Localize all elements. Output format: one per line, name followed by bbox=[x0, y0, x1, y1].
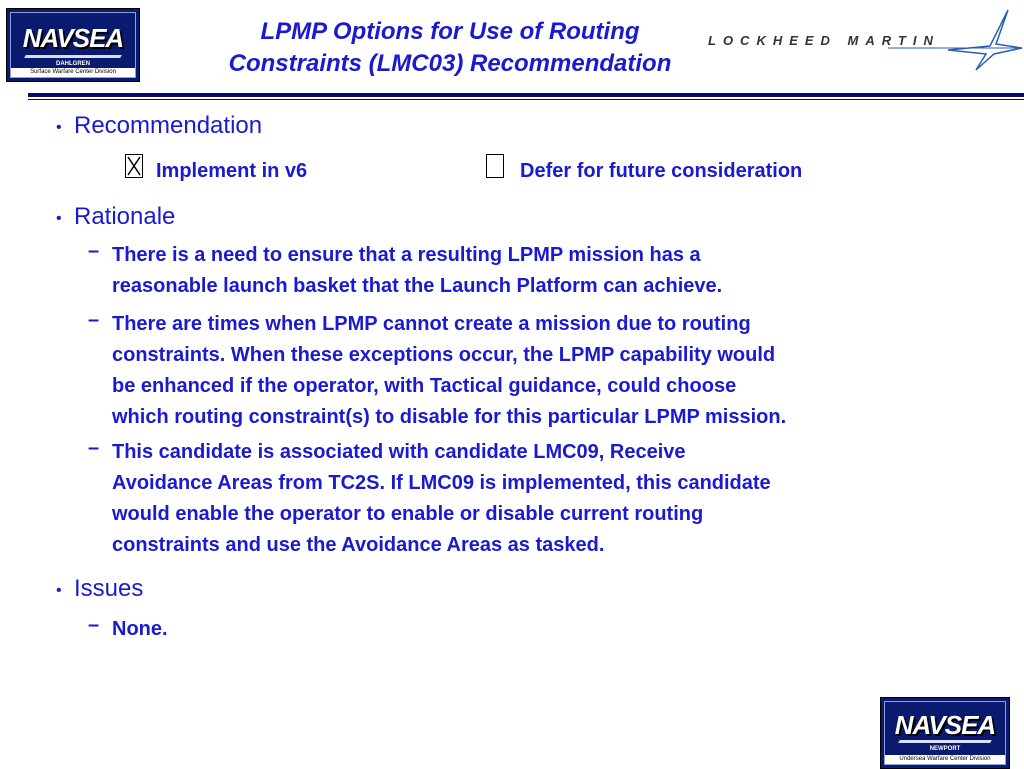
header-rule-thin bbox=[28, 99, 1024, 100]
logo-swoosh bbox=[898, 740, 992, 743]
header-rule-thick bbox=[28, 93, 1024, 97]
dash-bullet: – bbox=[88, 309, 100, 331]
implement-checkbox[interactable] bbox=[125, 154, 143, 178]
rationale-item-3-line: This candidate is associated with candidate LMC09, Receive bbox=[112, 441, 686, 463]
rationale-item-3-line: constraints and use the Avoidance Areas as tasked. bbox=[112, 534, 605, 556]
lockheed-star-icon bbox=[708, 8, 1024, 72]
slide-title-line-2: Constraints (LMC03) Recommendation bbox=[228, 50, 672, 77]
rationale-item-2 bbox=[112, 309, 1002, 433]
logo-division: Surface Warfare Center Division bbox=[11, 68, 135, 77]
defer-checkbox[interactable] bbox=[486, 154, 504, 178]
bullet-dot-recommendation: • bbox=[56, 119, 62, 136]
logo-division: Undersea Warfare Center Division bbox=[885, 755, 1005, 764]
lockheed-martin-logo bbox=[708, 8, 1024, 72]
logo-swoosh bbox=[24, 55, 122, 58]
rationale-item-2-line: There are times when LPMP cannot create a mission due to routing bbox=[112, 313, 751, 335]
issues-heading: Issues bbox=[74, 575, 144, 602]
dash-bullet: – bbox=[88, 437, 100, 459]
rationale-item-1-line: There is a need to ensure that a resulting LPMP mission has a bbox=[112, 244, 701, 266]
rationale-item-2-line: which routing constraint(s) to disable for this particular LPMP mission. bbox=[112, 406, 787, 428]
defer-option-label: Defer for future consideration bbox=[520, 160, 803, 182]
rationale-item-3-line: Avoidance Areas from TC2S. If LMC09 is implemented, this candidate bbox=[112, 472, 771, 494]
dash-bullet: – bbox=[88, 614, 100, 636]
rationale-heading: Rationale bbox=[74, 203, 176, 230]
rationale-item-2-line: constraints. When these exceptions occur, the LPMP capability would bbox=[112, 344, 776, 366]
dash-bullet: – bbox=[88, 240, 100, 262]
rationale-item-1 bbox=[112, 240, 1002, 302]
bullet-dot-issues: • bbox=[56, 582, 62, 599]
navsea-newport-logo bbox=[880, 697, 1010, 769]
slide-title bbox=[150, 16, 750, 80]
navsea-dahlgren-logo bbox=[6, 8, 140, 82]
rationale-item-2-line: be enhanced if the operator, with Tactical guidance, could choose bbox=[112, 375, 737, 397]
rationale-item-3 bbox=[112, 437, 1002, 561]
checked-x-icon bbox=[126, 155, 142, 177]
logo-place: DAHLGREN bbox=[56, 61, 90, 67]
rationale-item-3-line: would enable the operator to enable or disable current routing bbox=[112, 503, 704, 525]
slide-title-line-1: LPMP Options for Use of Routing bbox=[260, 18, 640, 45]
logo-wordmark: NAVSEA bbox=[22, 23, 124, 53]
recommendation-heading: Recommendation bbox=[74, 112, 263, 139]
logo-place: NEWPORT bbox=[929, 746, 961, 752]
rationale-item-1-line: reasonable launch basket that the Launch Platform can achieve. bbox=[112, 275, 723, 297]
logo-wordmark: NAVSEA bbox=[894, 710, 996, 740]
lockheed-martin-wordmark: LOCKHEED MARTIN bbox=[708, 33, 940, 48]
issues-item-1: None. bbox=[112, 618, 168, 640]
bullet-dot-rationale: • bbox=[56, 210, 62, 227]
implement-option-label: Implement in v6 bbox=[156, 160, 308, 182]
